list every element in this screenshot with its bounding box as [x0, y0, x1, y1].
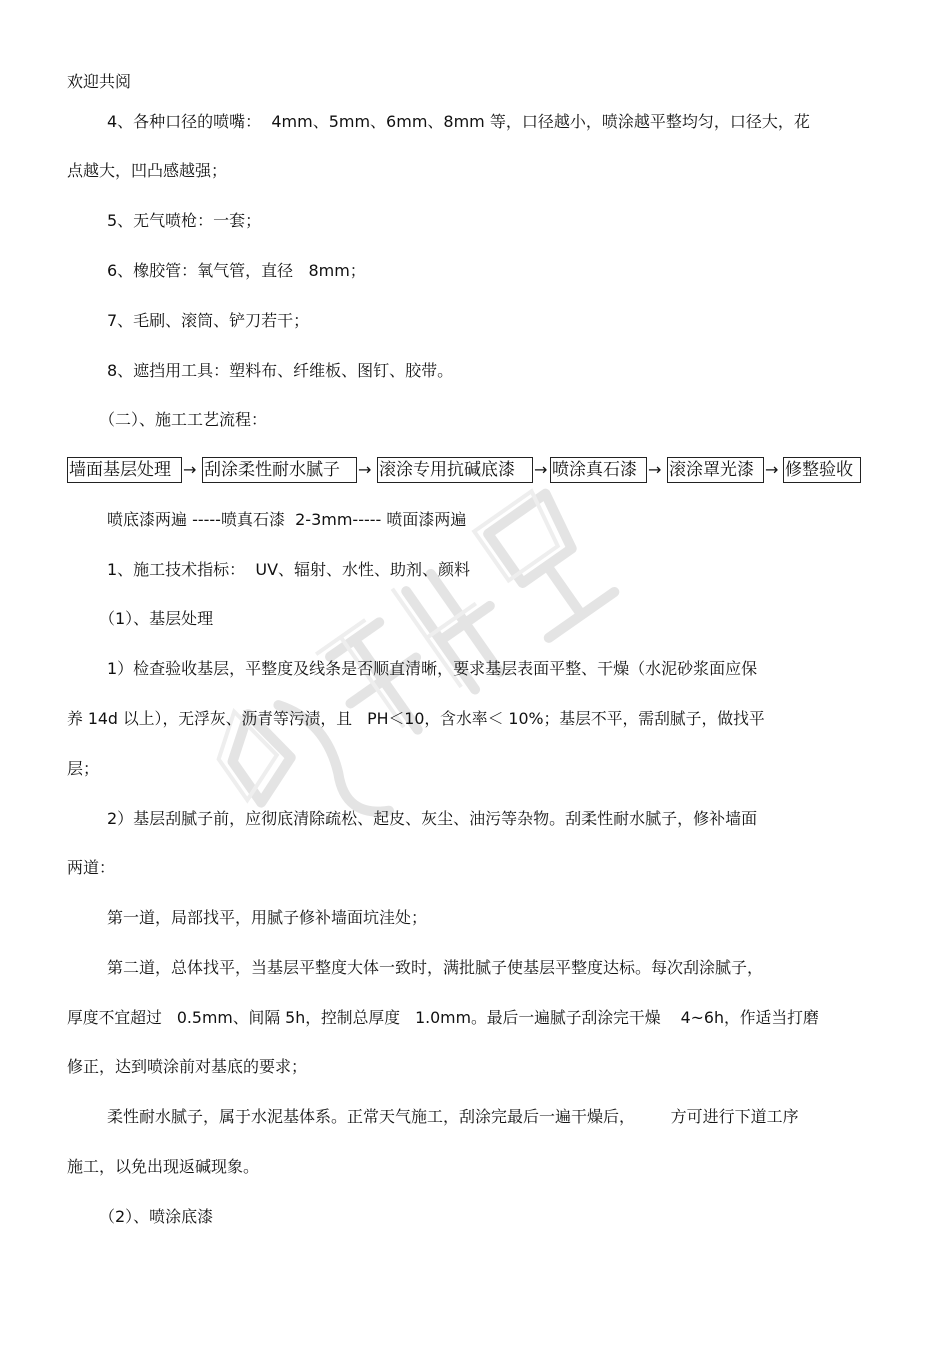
paragraph-line: 第一道，局部找平，用腻子修补墙面坑洼处； [107, 908, 428, 927]
paragraph-line: 4、各种口径的喷嘴： 4mm、5mm、6mm、8mm 等，口径越小，喷涂越平整均匀，口径大，花 [107, 112, 810, 131]
paragraph-line: 第二道，总体找平，当基层平整度大体一致时，满批腻子使基层平整度达标。每次刮涂腻子， [107, 958, 764, 977]
page-header: 欢迎共阅 [67, 72, 132, 91]
arrow-icon: → [765, 460, 779, 479]
flow-step: 墙面基层处理 [67, 457, 182, 483]
paragraph-line: 7、毛刷、滚筒、铲刀若干； [107, 311, 310, 330]
arrow-icon: → [183, 460, 197, 479]
paragraph-line: 层； [67, 759, 100, 778]
paragraph-line: 施工，以免出现返碱现象。 [67, 1157, 260, 1176]
paragraph-line: 柔性耐水腻子，属于水泥基体系。正常天气施工，刮涂完最后一遍干燥后， 方可进行下道工序 [107, 1107, 799, 1126]
paragraph-line: 养 14d 以上），无浮灰、沥青等污渍，且 PH＜10，含水率＜ 10%；基层不平，需刮腻子，做找平 [67, 709, 765, 728]
arrow-icon: → [534, 460, 548, 479]
flow-step: 滚涂罩光漆 [667, 457, 764, 483]
paragraph-line: 两道： [67, 858, 116, 877]
section-heading: （2）、喷涂底漆 [99, 1207, 214, 1226]
paragraph-line: 2）基层刮腻子前，应彻底清除疏松、起皮、灰尘、油污等杂物。刮柔性耐水腻子，修补墙面 [107, 809, 758, 828]
section-heading: （1）、基层处理 [99, 609, 214, 628]
paragraph-line: 8、遮挡用工具：塑料布、纤维板、图钉、胶带。 [107, 361, 454, 380]
paragraph-line: 1）检查验收基层，平整度及线条是否顺直清晰，要求基层表面平整、干燥（水泥砂浆面应保 [107, 659, 758, 678]
flow-step: 修整验收 [783, 457, 861, 483]
paragraph-line: 6、橡胶管：氧气管，直径 8mm； [107, 261, 366, 280]
paragraph-line: 喷底漆两遍 -----喷真石漆 2-3mm----- 喷面漆两遍 [107, 510, 467, 529]
flow-step: 喷涂真石漆 [550, 457, 647, 483]
paragraph-line: 厚度不宜超过 0.5mm、间隔 5h，控制总厚度 1.0mm。最后一遍腻子刮涂完干燥 4~6h，作适当打磨 [67, 1008, 819, 1027]
arrow-icon: → [648, 460, 662, 479]
paragraph-line: 5、无气喷枪：一套； [107, 211, 262, 230]
section-heading: （二）、施工工艺流程： [99, 410, 268, 429]
flow-step: 滚涂专用抗碱底漆 [377, 457, 533, 483]
arrow-icon: → [358, 460, 372, 479]
paragraph-line: 修正，达到喷涂前对基底的要求； [67, 1057, 308, 1076]
flow-step: 刮涂柔性耐水腻子 [202, 457, 357, 483]
paragraph-line: 1、施工技术指标： UV、辐射、水性、助剂、颜料 [107, 560, 471, 579]
paragraph-line: 点越大，凹凸感越强； [67, 161, 228, 180]
